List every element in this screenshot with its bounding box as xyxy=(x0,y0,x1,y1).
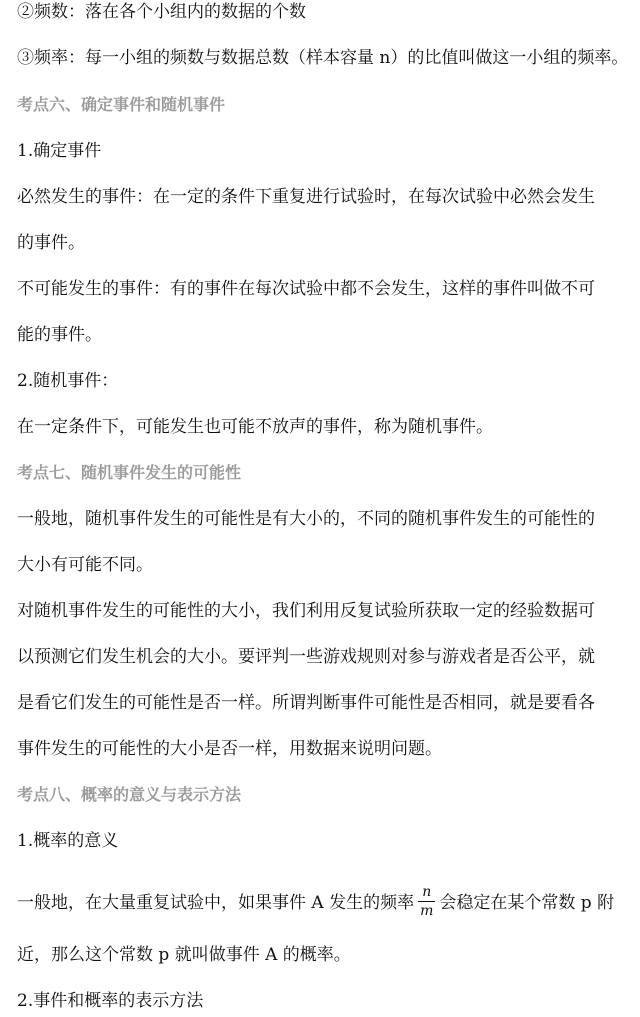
line-probability-def-1 xyxy=(17,884,632,920)
line-experiment-3: 是看它们发生的可能性是否一样。所谓判断事件可能性是否相同，就是要看各 xyxy=(17,693,595,713)
subheading-notation: 2.事件和概率的表示方法 xyxy=(17,991,204,1011)
line-probability-def-2: 近，那么这个常数 p 就叫做事件 A 的概率。 xyxy=(17,945,351,965)
fraction-denominator: m xyxy=(420,903,434,919)
heading-topic-six: 考点六、确定事件和随机事件 xyxy=(17,95,226,114)
line-experiment-4: 事件发生的可能性的大小是否一样，用数据来说明问题。 xyxy=(17,739,442,759)
probability-def-text-b: 会稳定在某个常数 p 附 xyxy=(439,893,615,913)
line-inevitable-event-1: 必然发生的事件：在一定的条件下重复进行试验时，在每次试验中必然会发生 xyxy=(17,187,595,207)
fraction-n-over-m xyxy=(418,885,435,918)
line-inevitable-event-2: 的事件。 xyxy=(17,233,85,253)
line-possibility-1: 一般地，随机事件发生的可能性是有大小的，不同的随机事件发生的可能性的 xyxy=(17,509,595,529)
subheading-random-event: 2.随机事件： xyxy=(17,371,119,391)
heading-topic-eight: 考点八、概率的意义与表示方法 xyxy=(17,785,242,804)
line-frequency-rate: ③频率：每一小组的频数与数据总数（样本容量 n）的比值叫做这一小组的频率。 xyxy=(17,48,629,68)
line-experiment-1: 对随机事件发生的可能性的大小，我们利用反复试验所获取一定的经验数据可 xyxy=(17,601,595,621)
fraction-numerator: n xyxy=(418,885,435,902)
subheading-certain-event: 1.确定事件 xyxy=(17,141,102,161)
line-experiment-2: 以预测它们发生机会的大小。要评判一些游戏规则对参与游戏者是否公平，就 xyxy=(17,647,595,667)
line-frequency-count: ②频数：落在各个小组内的数据的个数 xyxy=(17,2,306,22)
line-random-event-def: 在一定条件下，可能发生也可能不放声的事件，称为随机事件。 xyxy=(17,417,493,437)
line-impossible-event-1: 不可能发生的事件：有的事件在每次试验中都不会发生，这样的事件叫做不可 xyxy=(17,279,595,299)
line-impossible-event-2: 能的事件。 xyxy=(17,325,102,345)
line-possibility-2: 大小有可能不同。 xyxy=(17,555,153,575)
heading-topic-seven: 考点七、随机事件发生的可能性 xyxy=(17,463,242,482)
subheading-probability-meaning: 1.概率的意义 xyxy=(17,831,119,851)
probability-def-text-a: 一般地，在大量重复试验中，如果事件 A 发生的频率 xyxy=(17,893,415,913)
